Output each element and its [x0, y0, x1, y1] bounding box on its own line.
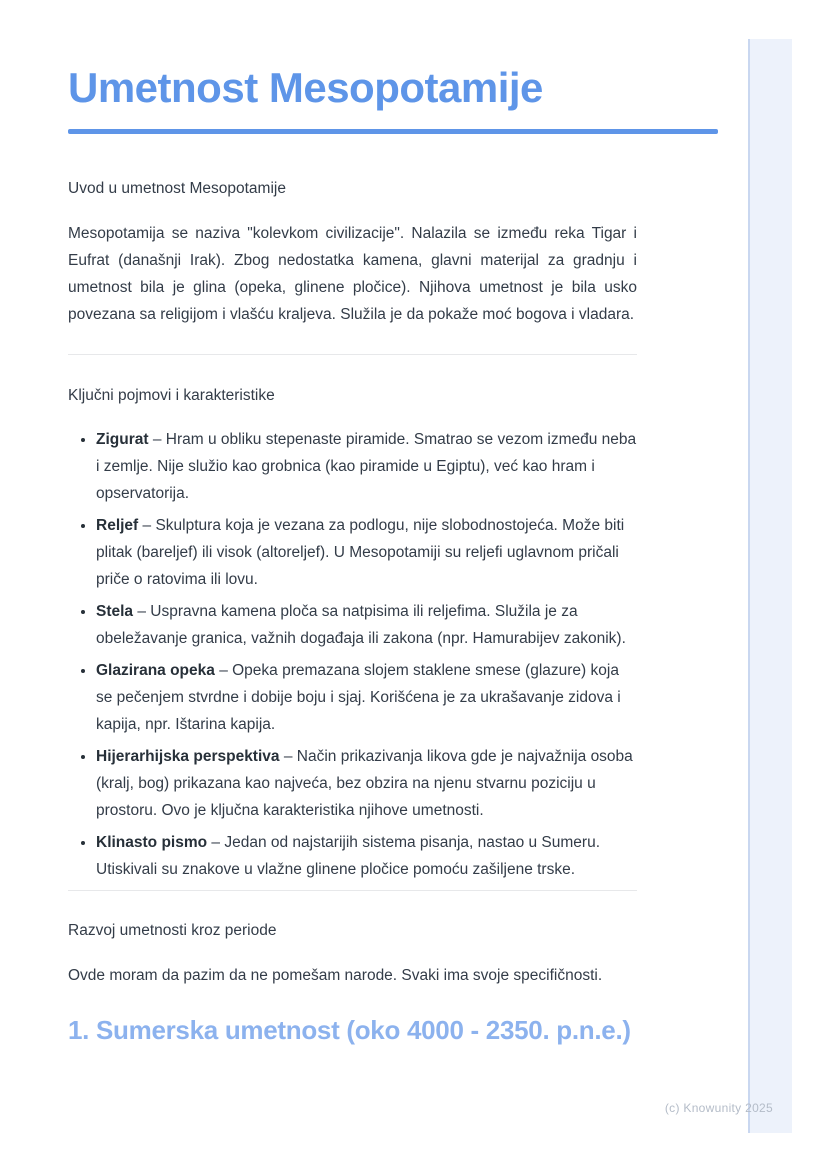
term-description: – Uspravna kamena ploča sa natpisima ili reljefima. Služila je za obeležavanje granica, važnih događaja ili zakona (npr. Hamurabijev zakonik).: [96, 603, 626, 647]
list-item-klinasto-pismo: [96, 829, 637, 883]
term-description: – Hram u obliku stepenaste piramide. Smatrao se vezom između neba i zemlje. Nije služio kao grobnica (kao piramide u Egiptu), već kao hram i opservatorija.: [96, 431, 637, 502]
right-page-edge-strip: [748, 39, 792, 1133]
section-heading-sumerska: 1. Sumerska umetnost (oko 4000 - 2350. p.n.e.): [68, 1015, 631, 1045]
section-divider: [68, 354, 637, 355]
term-name: Reljef: [96, 517, 139, 534]
list-item-reljef: [96, 512, 637, 593]
list-item-glazirana-opeka: [96, 657, 637, 738]
term-name: Stela: [96, 603, 134, 620]
footer-credit: (c) Knowunity 2025: [664, 1101, 773, 1115]
note-paragraph: Ovde moram da pazim da ne pomešam narode. Svaki ima svoje specifičnosti.: [68, 967, 603, 984]
document-page: [68, 0, 637, 1047]
term-name: Zigurat: [96, 431, 149, 448]
list-item-zigurat: [96, 426, 637, 507]
intro-paragraph: Mesopotamija se naziva "kolevkom civilizacije". Nalazila se između reka Tigar i Eufrat (današnji Irak). Zbog nedostatka kamena, glavni materijal za gradnju i umetnost bila je glina (opeka, glinene pločice). Njihova umetnost je bila usko povezana sa religijom i vlašću kraljeva. Služila je da pokaže moć bogova i vladara.: [68, 225, 637, 323]
section-divider: [68, 890, 637, 891]
term-list: [68, 426, 637, 883]
term-description: – Jedan od najstarijih sistema pisanja, nastao u Sumeru. Utiskivali su znakove u vlažne glinene pločice pomoću zašiljene trske.: [96, 834, 601, 878]
periods-label: Razvoj umetnosti kroz periode: [68, 922, 277, 939]
term-description: – Način prikazivanja likova gde je najvažnija osoba (kralj, bog) prikazana kao najveća, bez obzira na njenu stvarnu poziciju u prostoru. Ovo je ključna karakteristika njihove umetnosti.: [96, 748, 633, 819]
term-name: Glazirana opeka: [96, 662, 215, 679]
key-terms-label: Ključni pojmovi i karakteristike: [68, 387, 275, 404]
term-description: – Opeka premazana slojem staklene smese (glazure) koja se pečenjem stvrdne i dobije boju i sjaj. Korišćena je za ukrašavanje zidova i kapija, npr. Ištarina kapija.: [96, 662, 621, 733]
list-item-stela: [96, 598, 637, 652]
term-name: Hijerarhijska perspektiva: [96, 748, 280, 765]
intro-label: Uvod u umetnost Mesopotamije: [68, 180, 286, 197]
title-underline: [68, 129, 718, 134]
term-name: Klinasto pismo: [96, 834, 208, 851]
list-item-hijerarhijska-perspektiva: [96, 743, 637, 824]
term-description: – Skulptura koja je vezana za podlogu, nije slobodnostojeća. Može biti plitak (bareljef) ili visok (altoreljef). U Mesopotamiji su reljefi uglavnom pričali priče o ratovima ili lovu.: [96, 517, 625, 588]
page-title: Umetnost Mesopotamije: [68, 64, 543, 111]
